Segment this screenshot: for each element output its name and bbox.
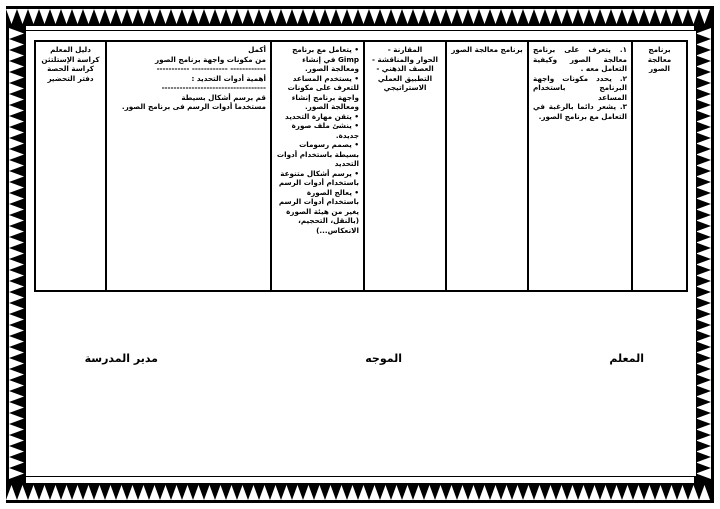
resource-item: دفتر التحضير <box>47 73 94 83</box>
strategy-item: المقارنة - <box>387 45 423 54</box>
evaluation-line: مستخدما أدوات الرسم فى برنامج الصور. <box>121 102 266 111</box>
table-row <box>35 41 687 291</box>
evaluation-line: أهمية أدوات التحديد : <box>191 73 266 83</box>
evaluation-line: ----------------------------------- <box>161 83 266 92</box>
resource-item: كراسة الحصة <box>47 64 94 73</box>
procedure-item: • يصمم رسومات بسيطة باستخدام أدوات التحديد <box>276 140 359 169</box>
principal-signature-label: مدير المدرسة <box>84 352 158 365</box>
objective-item: ٣. يشعر دائما بالرغبة في التعامل مع برنامج الصور. <box>533 102 627 121</box>
lesson-title: برنامج معالجة الصور <box>632 41 687 291</box>
procedure-item: • يرسم أشكال متنوعة باستخدام أدوات الرسم <box>276 169 359 188</box>
resource-item: كراسة الإستلتثن <box>41 54 100 64</box>
procedure-item: • ينشئ ملف صورة جديدة. <box>276 121 359 140</box>
evaluation-line: قم برسم أشكال بسيطة <box>181 92 266 102</box>
procedure-extra: يغير من هيئة الصورة (بالنقل، التحجيم، الانعكاس...) <box>286 206 359 235</box>
procedure-item: • يتعامل مع برنامج Gimp في إنشاء ومعالجة الصور. <box>276 45 359 74</box>
strategies-cell <box>364 41 446 291</box>
strategy-item: العصف الذهني - <box>376 64 434 73</box>
strategy-item: الاستراتيجي <box>383 83 427 92</box>
objective-item: ١. يتعرف على برنامج معالجة الصور وكيفية التعامل معه . <box>533 45 627 73</box>
procedure-item: • يتقن مهارة التحديد <box>276 112 359 122</box>
procedures-cell <box>271 41 364 291</box>
evaluation-line: ------------ ------------ ----------- <box>156 64 266 73</box>
evaluation-line: أكمل <box>248 45 266 54</box>
lesson-name-cell: برنامج معالجة الصور <box>446 41 528 291</box>
lesson-plan-table <box>34 40 688 292</box>
evaluation-line: من مكونات واجهة برنامج الصور <box>155 54 266 64</box>
evaluation-cell <box>106 41 271 291</box>
strategy-item: الحوار والمناقشة - <box>372 54 438 64</box>
objective-item: ٢. يحدد مكونات واجهة البرنامج باستخدام المساعد <box>533 73 627 102</box>
procedure-item: • يستخدم المساعد للتعرف على مكونات واجهة برنامج إنشاء ومعالجة الصور. <box>276 74 359 112</box>
objectives-cell <box>528 41 632 291</box>
strategy-item: التطبيق العملي <box>377 73 433 83</box>
teacher-signature-label: المعلم <box>609 352 644 365</box>
resources-cell <box>35 41 106 291</box>
supervisor-signature-label: الموجه <box>365 352 402 365</box>
resource-item: دليل المعلم <box>50 45 91 54</box>
procedure-item: • يعالج الصورة باستخدام أدوات الرسم <box>276 188 359 207</box>
